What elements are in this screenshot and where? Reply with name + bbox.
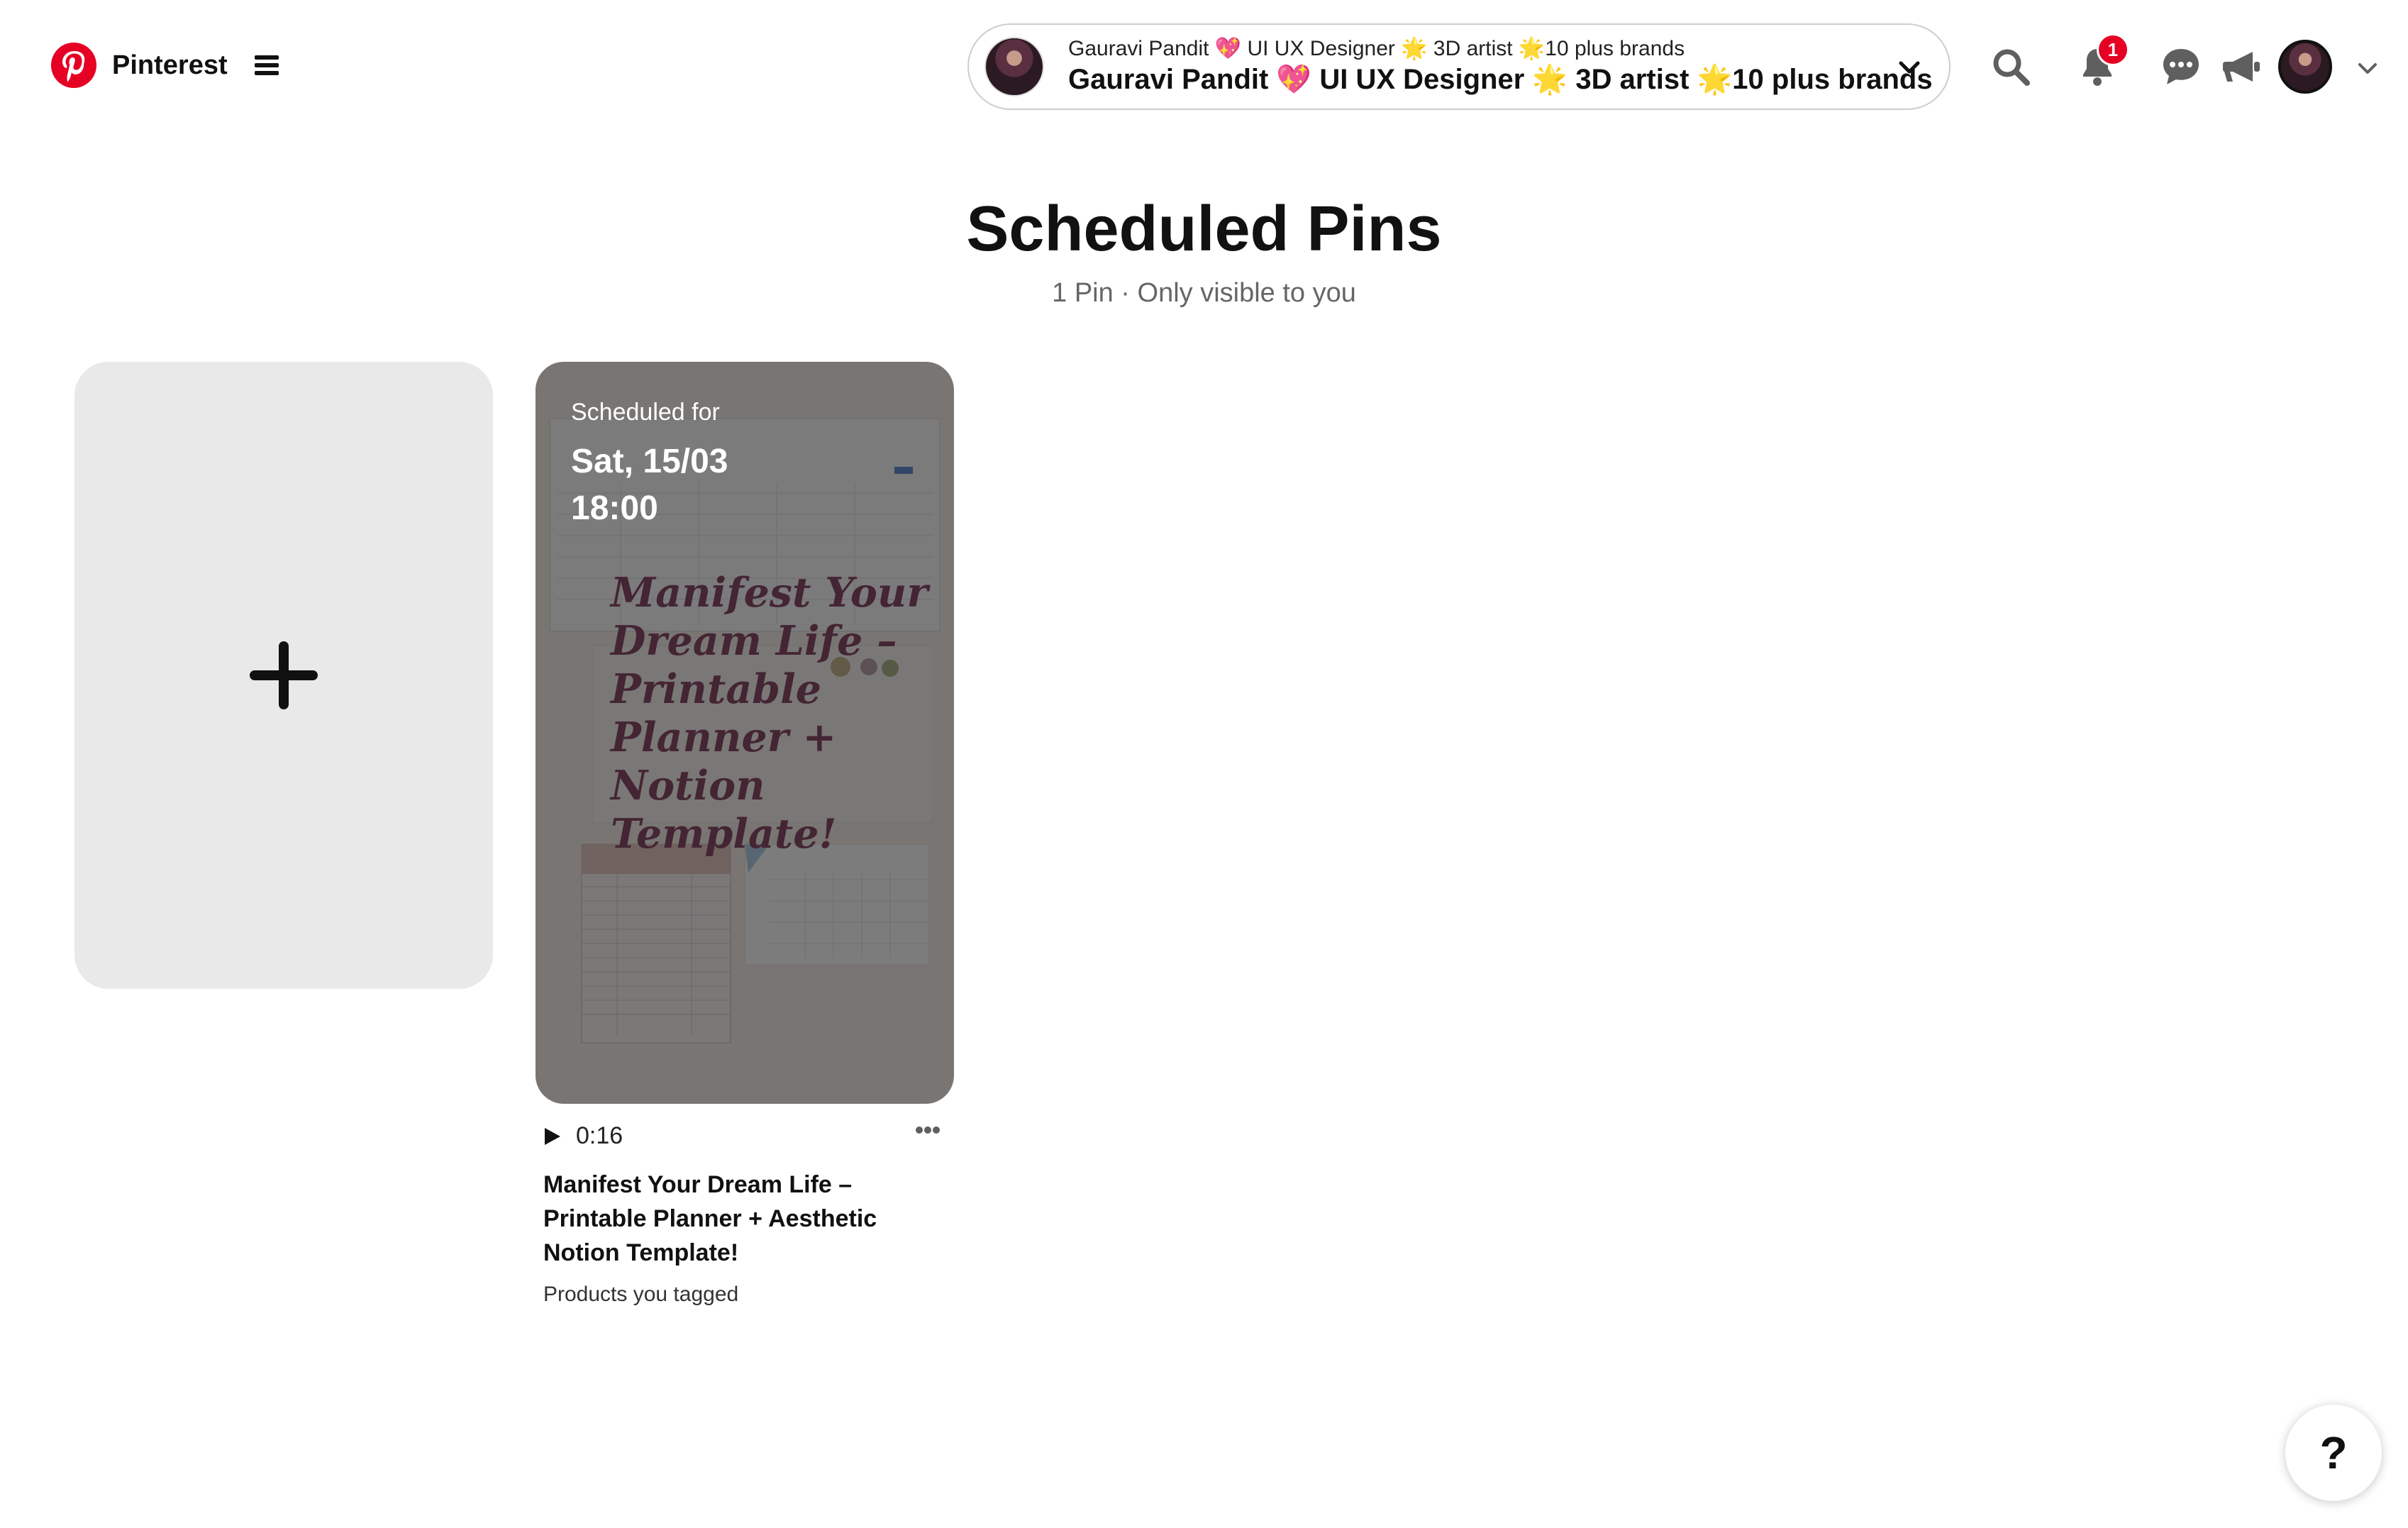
menu-icon[interactable] [255, 55, 279, 75]
scheduled-pin-card[interactable] [536, 362, 954, 1104]
pin-video-meta [543, 1122, 623, 1150]
account-name-block [1068, 36, 1933, 97]
account-avatar [984, 37, 1044, 96]
brand-name: Pinterest [112, 50, 228, 80]
page-title: Scheduled Pins [966, 194, 1442, 265]
search-icon[interactable] [1990, 46, 2031, 87]
products-tagged-label[interactable]: Products you tagged [543, 1283, 739, 1306]
megaphone-icon[interactable] [2221, 46, 2263, 87]
scheduled-time: 18:00 [571, 489, 658, 527]
messages-icon[interactable] [2160, 46, 2202, 87]
account-name-large: Gauravi Pandit 💖 UI UX Designer 🌟 3D artist 🌟10 plus brands [1068, 64, 1933, 95]
video-duration: 0:16 [576, 1122, 623, 1149]
pinterest-logo-icon [51, 43, 96, 88]
pin-title[interactable]: Manifest Your Dream Life – Printable Planner + Aesthetic Notion Template! [543, 1171, 877, 1266]
scheduled-datetime [571, 438, 826, 532]
plus-icon [248, 640, 319, 711]
account-name-small: Gauravi Pandit 💖 UI UX Designer 🌟 3D artist 🌟10 plus brands [1068, 37, 1685, 60]
play-icon [543, 1126, 562, 1146]
page-subtitle: 1 Pin · Only visible to you [1052, 278, 1356, 308]
profile-avatar[interactable] [2278, 40, 2332, 94]
scheduled-for-label: Scheduled for [571, 399, 720, 426]
chevron-down-icon[interactable] [1897, 55, 1922, 80]
more-options-icon[interactable] [915, 1125, 941, 1135]
help-button[interactable]: ? [2285, 1405, 2382, 1501]
pinterest-home-link[interactable] [51, 43, 279, 88]
chevron-down-icon[interactable] [2356, 57, 2379, 79]
create-pin-card[interactable] [74, 362, 493, 989]
notification-count-badge: 1 [2097, 33, 2129, 66]
scheduled-date: Sat, 15/03 [571, 443, 728, 480]
account-switcher[interactable] [967, 23, 1951, 110]
